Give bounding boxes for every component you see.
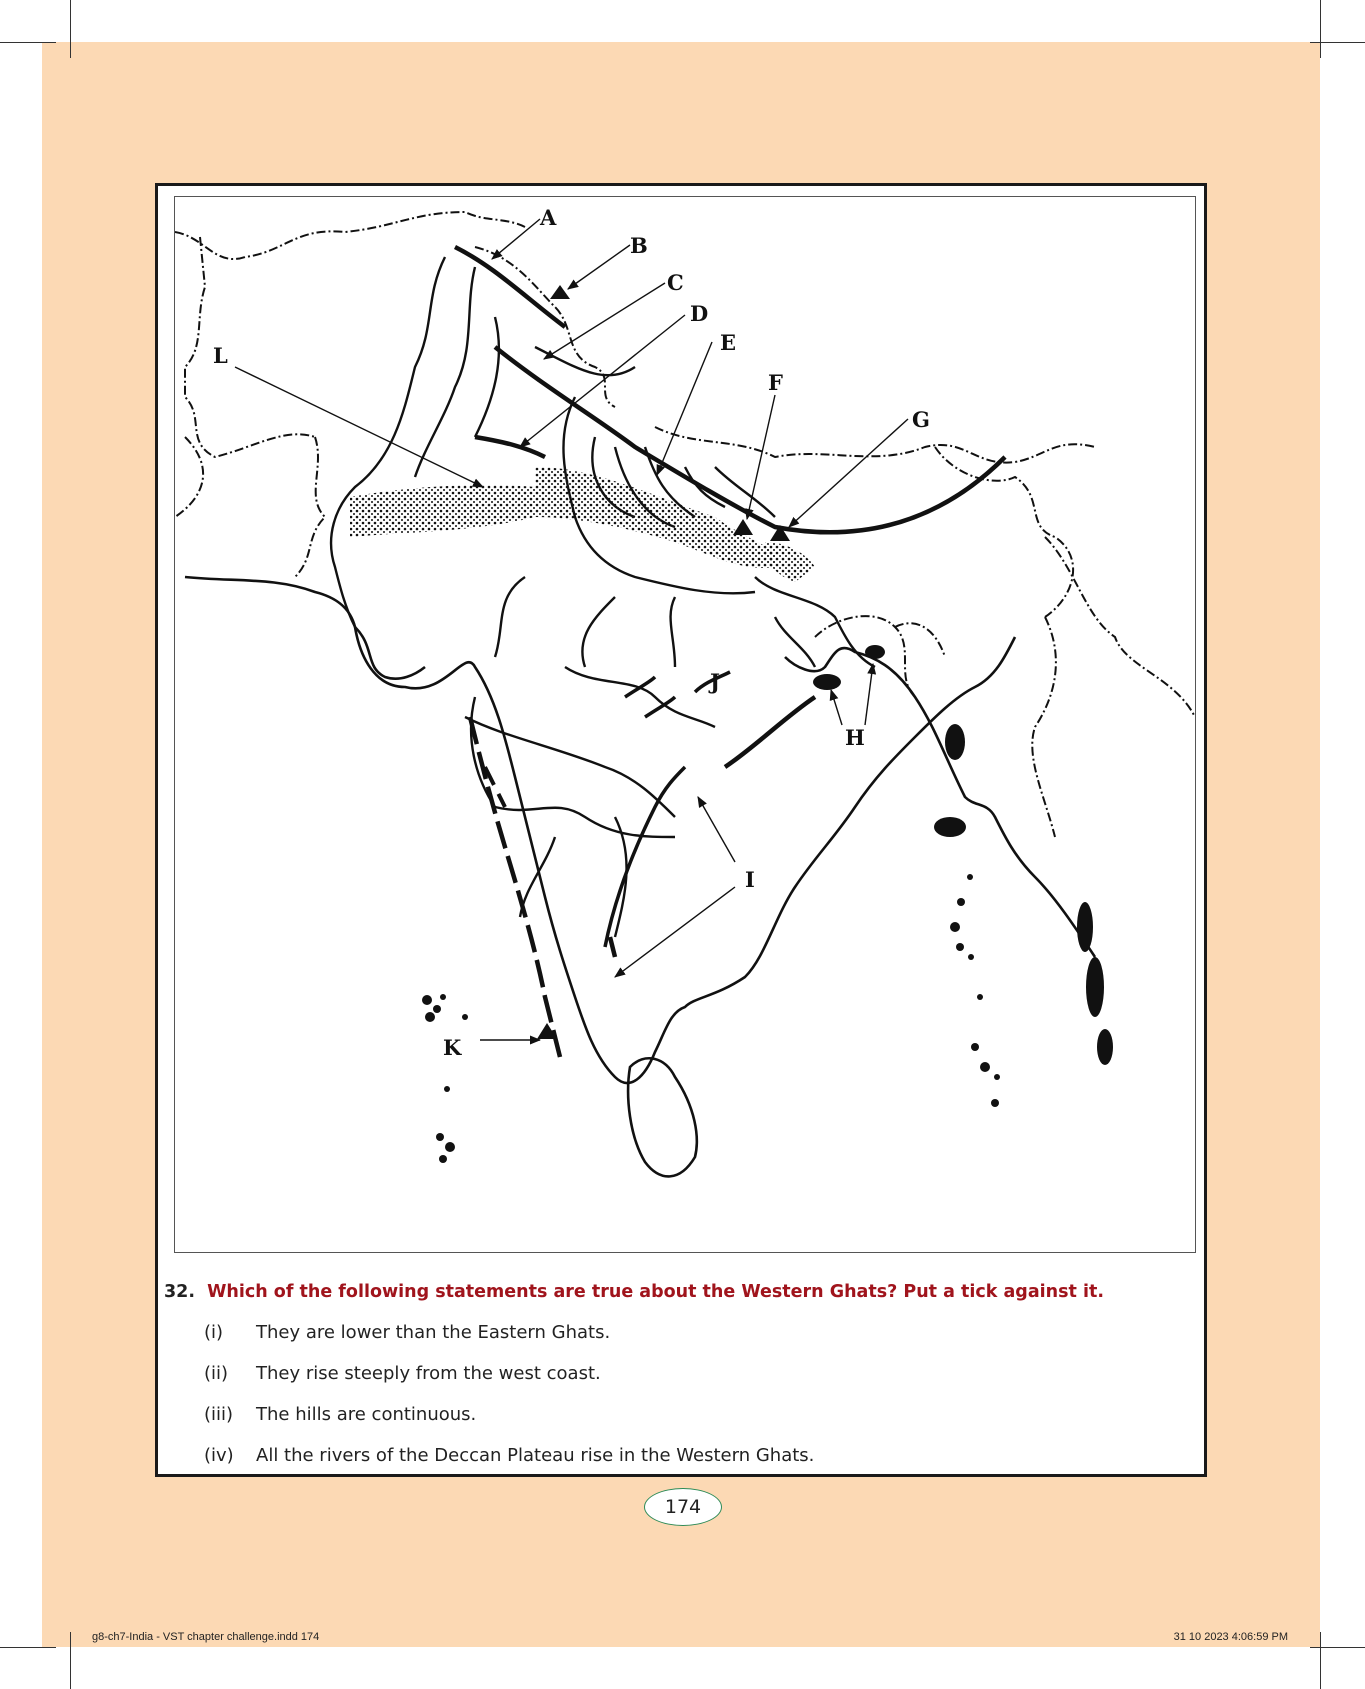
page-number: 174	[644, 1488, 722, 1526]
map-label-e: E	[720, 330, 737, 355]
slug-file: g8-ch7-India - VST chapter challenge.indd 174	[92, 1631, 320, 1643]
question-text: Which of the following statements are true about the Western Ghats? Put a tick against it.	[207, 1282, 1104, 1302]
map-label-f: F	[768, 370, 783, 395]
rivers	[331, 257, 875, 937]
crop-mark	[1310, 1647, 1365, 1648]
map-label-a: A	[540, 205, 557, 230]
option-4[interactable]	[204, 1445, 814, 1466]
option-3[interactable]	[204, 1404, 476, 1425]
map-label-c: C	[667, 270, 684, 295]
map-label-g: G	[912, 407, 930, 432]
sri-lanka-outline	[628, 1058, 697, 1176]
option-1[interactable]	[204, 1322, 610, 1343]
map-label-b: B	[630, 233, 648, 258]
crop-mark	[1320, 1632, 1321, 1689]
option-text: All the rivers of the Deccan Plateau rise in the Western Ghats.	[256, 1445, 815, 1466]
crop-mark	[0, 42, 56, 43]
option-text: The hills are continuous.	[256, 1404, 477, 1425]
option-text: They are lower than the Eastern Ghats.	[256, 1322, 611, 1343]
option-text: They rise steeply from the west coast.	[256, 1363, 601, 1384]
map-drawing	[175, 197, 1197, 1254]
gujarat-coast	[355, 627, 425, 679]
crop-mark	[70, 1632, 71, 1689]
content-frame	[155, 183, 1207, 1477]
option-number: (ii)	[204, 1363, 229, 1384]
dotted-plains-east	[765, 542, 815, 582]
question-number: 32.	[164, 1282, 196, 1302]
crop-mark	[70, 0, 71, 58]
map-of-india	[174, 196, 1196, 1253]
leader-lines	[235, 219, 908, 1040]
option-number: (i)	[204, 1322, 224, 1343]
crop-mark	[0, 1647, 56, 1648]
islands	[422, 645, 1113, 1163]
coastline	[185, 577, 1015, 1083]
option-number: (iv)	[204, 1445, 234, 1466]
map-label-i: I	[745, 867, 755, 892]
map-label-j: J	[710, 669, 720, 694]
map-label-l: L	[213, 343, 228, 368]
dotted-plains-west	[350, 485, 535, 537]
question-32	[164, 1282, 1104, 1302]
slug-timestamp: 31 10 2023 4:06:59 PM	[1173, 1631, 1288, 1643]
map-label-k: K	[443, 1035, 462, 1060]
crop-mark	[1310, 42, 1365, 43]
map-label-h: H	[845, 725, 865, 750]
coastline-bay	[785, 648, 1095, 957]
option-2[interactable]	[204, 1363, 601, 1384]
map-label-d: D	[690, 301, 709, 326]
crop-mark	[1320, 0, 1321, 58]
option-number: (iii)	[204, 1404, 234, 1425]
